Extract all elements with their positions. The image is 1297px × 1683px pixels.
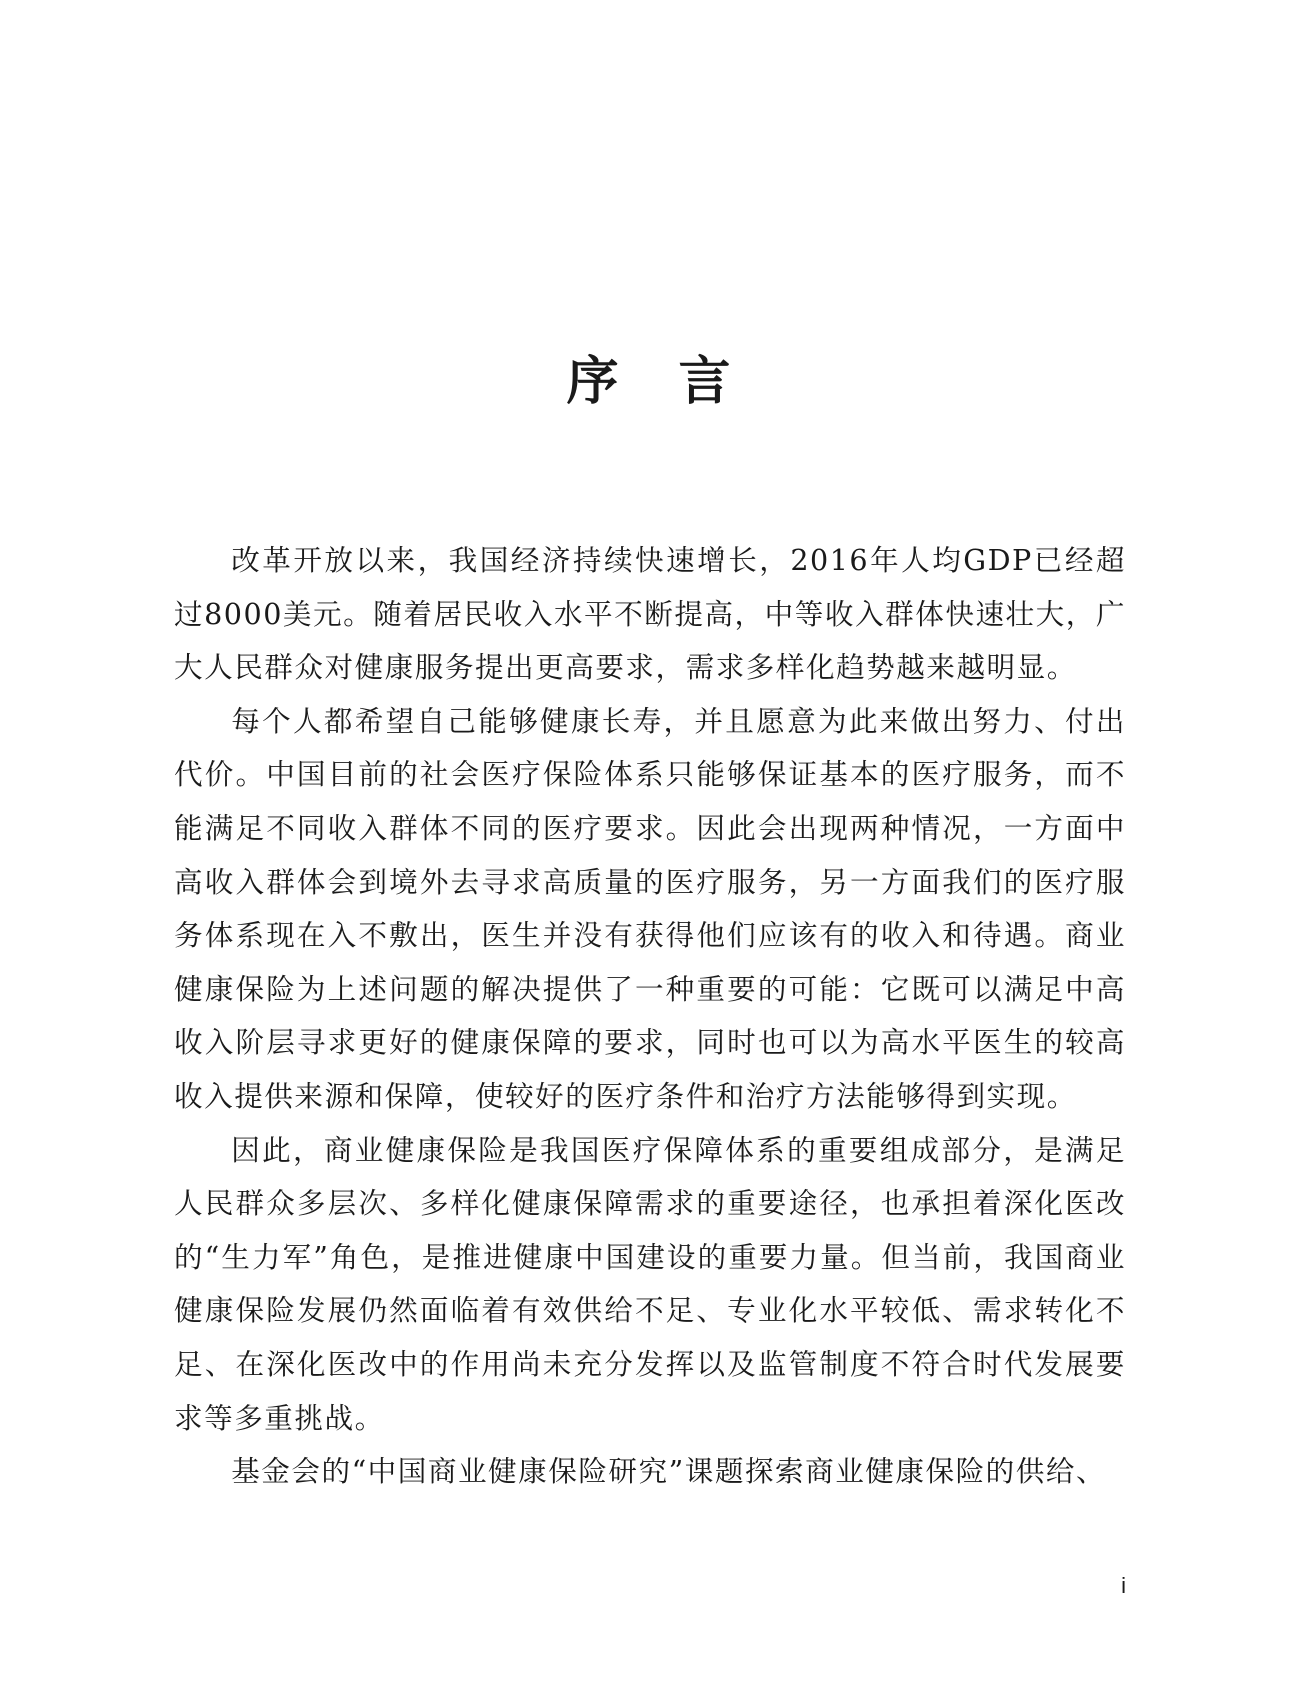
paragraph: 因此，商业健康保险是我国医疗保障体系的重要组成部分，是满足人民群众多层次、多样化健康保障需求的重要途径，也承担着深化医改的“生力军”角色，是推进健康中国建设的重要力量。但当前，我国商业健康保险发展仍然面临着有效供给不足、专业化水平较低、需求转化不足、在深化医改中的作用尚未充分发挥以及监管制度不符合时代发展要求等多重挑战。 (174, 1132, 1126, 1435)
paragraph: 改革开放以来，我国经济持续快速增长，2016年人均GDP已经超过8000美元。随着居民收入水平不断提高，中等收入群体快速壮大，广大人民群众对健康服务提出更高要求，需求多样化趋势越来越明显。 (174, 543, 1126, 685)
paragraph: 每个人都希望自己能够健康长寿，并且愿意为此来做出努力、付出代价。中国目前的社会医疗保险体系只能够保证基本的医疗服务，而不能满足不同收入群体不同的医疗要求。因此会出现两种情况，一方面中高收入群体会到境外去寻求高质量的医疗服务，另一方面我们的医疗服务体系现在入不敷出，医生并没有获得他们应该有的收入和待遇。商业健康保险为上述问题的解决提供了一种重要的可能：它既可以满足中高收入阶层寻求更好的健康保障的要求，同时也可以为高水平医生的较高收入提供来源和保障，使较好的医疗条件和治疗方法能够得到实现。 (174, 703, 1126, 1113)
body-text (174, 534, 1126, 1499)
page-number: i (1121, 1573, 1126, 1598)
paragraph: 基金会的“中国商业健康保险研究”课题探索商业健康保险的供给、 (231, 1454, 1107, 1489)
page-title: 序言 (566, 351, 791, 412)
